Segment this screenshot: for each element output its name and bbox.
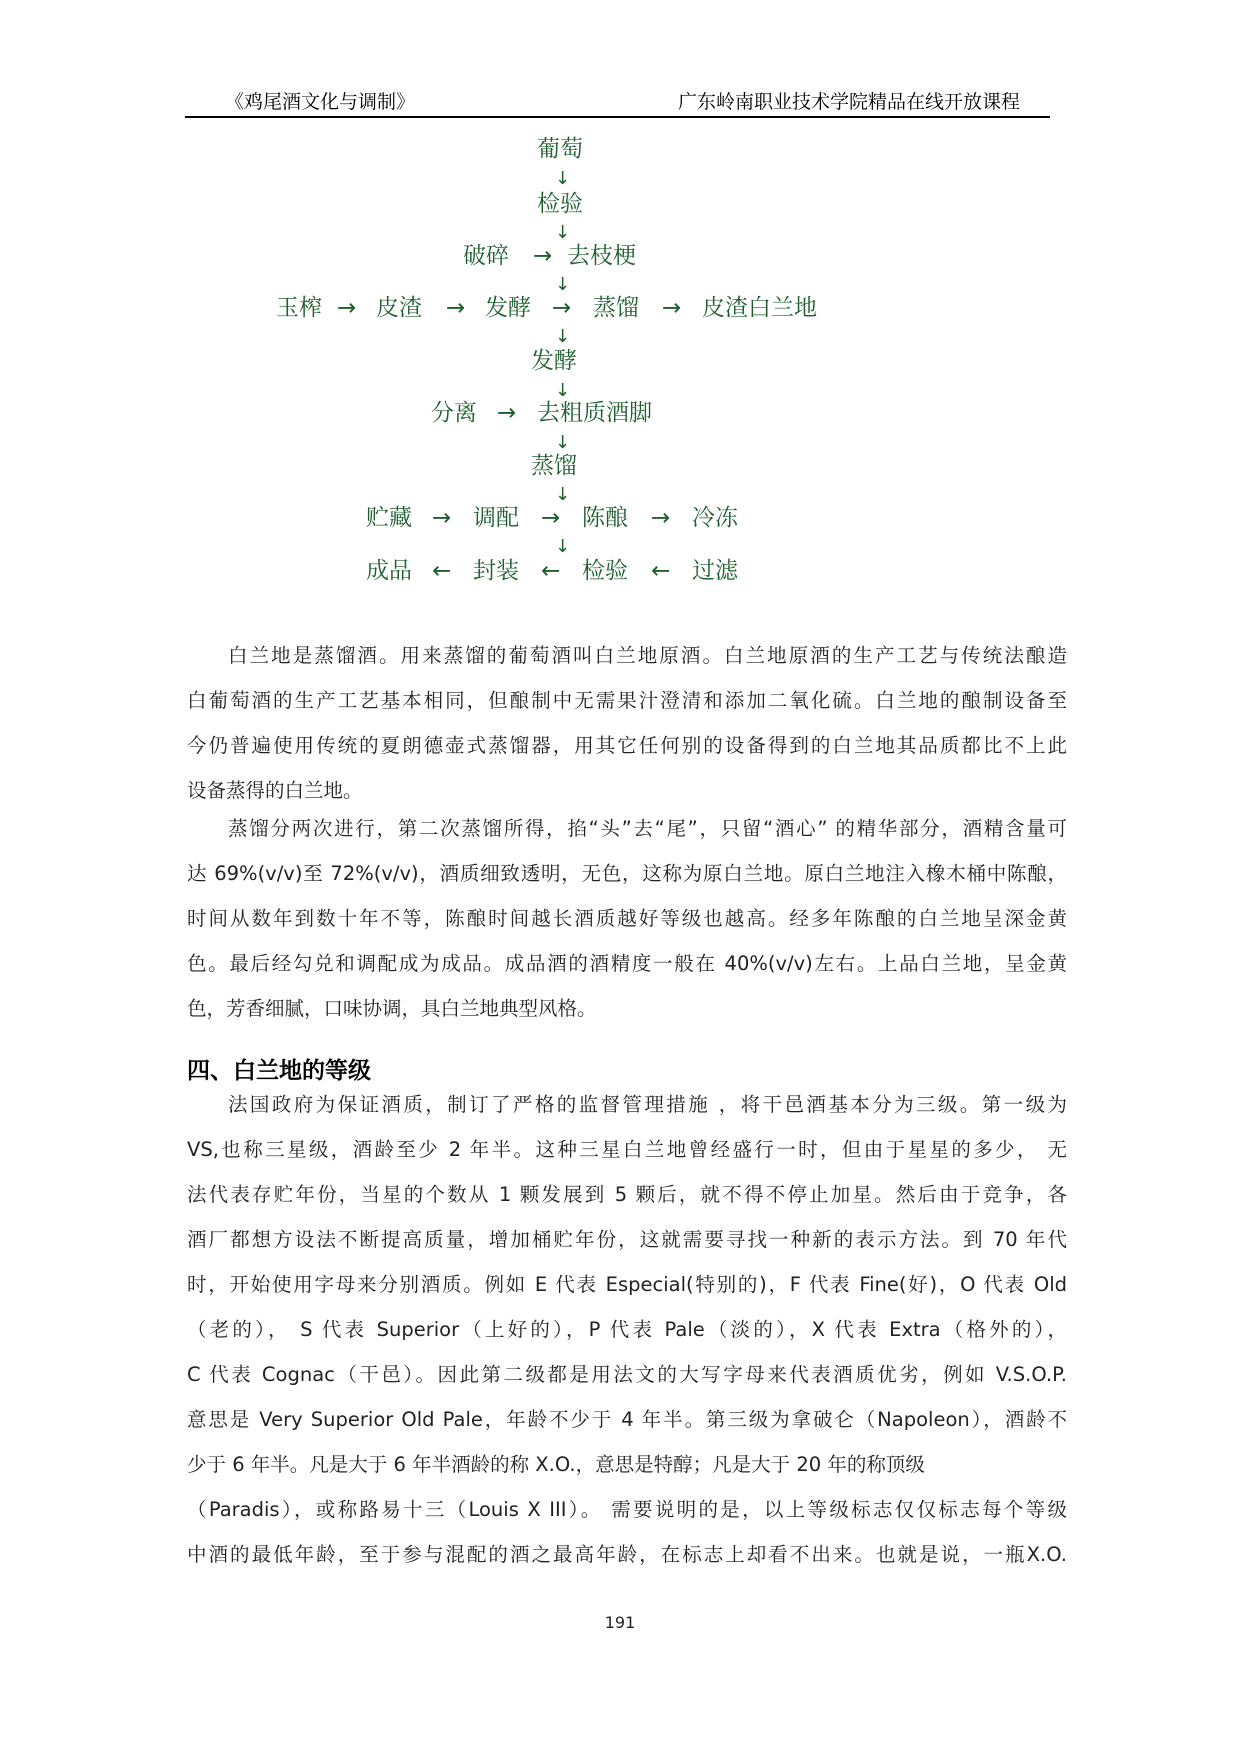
flow-node-crushing: 破碎 bbox=[463, 243, 509, 269]
text-line: 设备蒸得的白兰地。 bbox=[187, 779, 363, 802]
flow-node-freezing: 冷冻 bbox=[692, 505, 738, 531]
text-line: （老的）， S 代表 Superior（上好的），P 代表 Pale（淡的），X 代表 Extra（格外的）， bbox=[187, 1318, 1067, 1341]
flow-node-grape: 葡萄 bbox=[537, 136, 583, 162]
text-line: 法代表存贮年份，当星的个数从 1 颗发展到 5 颗后，就不得不停止加星。然后由于竞争，各 bbox=[187, 1183, 1067, 1206]
text-line: 时，开始使用字母来分别酒质。例如 E 代表 Especial(特别的)，F 代表 Fine(好)，O 代表 Old bbox=[187, 1273, 1067, 1296]
flow-node-destemming: 去枝梗 bbox=[567, 243, 636, 269]
flow-arrow-right: → bbox=[662, 295, 682, 321]
flow-node-inspection: 检验 bbox=[537, 191, 583, 217]
header-course-title: 《鸡尾酒文化与调制》 bbox=[225, 91, 416, 113]
text-line: 白兰地是蒸馏酒。用来蒸馏的葡萄酒叫白兰地原酒。白兰地原酒的生产工艺与传统法酿造 bbox=[228, 644, 1067, 667]
flow-node-distillation-2: 蒸馏 bbox=[531, 453, 577, 479]
flow-arrow-left: ← bbox=[651, 558, 671, 584]
text-line: VS,也称三星级，酒龄至少 2 年半。这种三星白兰地曾经盛行一时，但由于星星的多少， 无 bbox=[187, 1138, 1067, 1161]
flow-arrow-right: → bbox=[432, 505, 452, 531]
flow-arrow-down: ↓ bbox=[555, 168, 571, 189]
text-line: （Paradis），或称路易十三（Louis X III）。 需要说明的是，以上等级标志仅仅标志每个等级 bbox=[187, 1498, 1067, 1521]
flow-arrow-left: ← bbox=[541, 558, 561, 584]
flow-arrow-down: ↓ bbox=[555, 274, 571, 295]
flow-arrow-down: ↓ bbox=[555, 536, 571, 557]
paragraph-distillation bbox=[187, 806, 1067, 1031]
flow-arrow-right: → bbox=[497, 400, 517, 426]
text-line: 酒厂都想方设法不断提高质量，增加桶贮年份，这就需要寻找一种新的表示方法。到 70 年代 bbox=[187, 1228, 1067, 1251]
text-line: 色。最后经勾兑和调配成为成品。成品酒的酒精度一般在 40%(v/v)左右。上品白兰地，呈金黄 bbox=[187, 952, 1067, 975]
flow-arrow-down: ↓ bbox=[555, 326, 571, 347]
page-number: 191 bbox=[604, 1613, 636, 1632]
header-institution: 广东岭南职业技术学院精品在线开放课程 bbox=[677, 91, 1020, 113]
flow-arrow-right: → bbox=[446, 295, 466, 321]
flow-arrow-right: → bbox=[541, 505, 561, 531]
paragraph-brandy-intro bbox=[187, 633, 1067, 813]
text-line: 蒸馏分两次进行，第二次蒸馏所得，掐“头”去“尾”，只留“酒心” 的精华部分，酒精含量可 bbox=[228, 817, 1067, 840]
text-line: 时间从数年到数十年不等，陈酿时间越长酒质越好等级也越高。经多年陈酿的白兰地呈深金黄 bbox=[187, 907, 1067, 930]
text-line: 白葡萄酒的生产工艺基本相同，但酿制中无需果汁澄清和添加二氧化硫。白兰地的酿制设备至 bbox=[187, 689, 1067, 712]
text-line: 意思是 Very Superior Old Pale，年龄不少于 4 年半。第三级为拿破仑（Napoleon），酒龄不 bbox=[187, 1408, 1067, 1431]
flow-node-press: 玉榨 bbox=[276, 295, 322, 321]
flow-arrow-right: → bbox=[533, 243, 553, 269]
flow-node-inspection-2: 检验 bbox=[582, 558, 628, 584]
flow-node-aging: 陈酿 bbox=[582, 505, 628, 531]
flow-node-finished-product: 成品 bbox=[366, 558, 412, 584]
paragraph-brandy-grades bbox=[187, 1082, 1067, 1577]
flow-node-fermentation: 发酵 bbox=[485, 295, 531, 321]
flow-node-blending: 调配 bbox=[473, 505, 519, 531]
section-heading: 四、白兰地的等级 bbox=[187, 1058, 371, 1084]
text-line: 法国政府为保证酒质，制订了严格的监督管理措施 ，将干邑酒基本分为三级。第一级为 bbox=[228, 1093, 1067, 1116]
flow-arrow-down: ↓ bbox=[555, 484, 571, 505]
flow-node-packaging: 封装 bbox=[473, 558, 519, 584]
text-line: 达 69%(v/v)至 72%(v/v)，酒质细致透明，无色，这称为原白兰地。原白兰地注入橡木桶中陈酿， bbox=[187, 862, 1067, 885]
flow-node-distillation: 蒸馏 bbox=[593, 295, 639, 321]
text-line: C 代表 Cognac（干邑）。因此第二级都是用法文的大写字母来代表酒质优劣，例如 V.S.O.P. bbox=[187, 1363, 1067, 1386]
flow-arrow-right: → bbox=[651, 505, 671, 531]
text-line: 中酒的最低年龄，至于参与混配的酒之最高年龄，在标志上却看不出来。也就是说，一瓶X.O. bbox=[187, 1543, 1067, 1566]
flow-arrow-down: ↓ bbox=[555, 432, 571, 453]
flow-node-pomace-brandy: 皮渣白兰地 bbox=[702, 295, 817, 321]
flow-arrow-down: ↓ bbox=[555, 380, 571, 401]
flow-node-pomace: 皮渣 bbox=[376, 295, 422, 321]
flow-node-storage: 贮藏 bbox=[366, 505, 412, 531]
text-line: 少于 6 年半。凡是大于 6 年半酒龄的称 X.O.，意思是特醇；凡是大于 20 年的称顶级 bbox=[187, 1453, 925, 1476]
flow-arrow-right: → bbox=[337, 295, 357, 321]
text-line: 今仍普遍使用传统的夏朗德壶式蒸馏器，用其它任何别的设备得到的白兰地其品质都比不上此 bbox=[187, 734, 1067, 757]
flow-arrow-right: → bbox=[552, 295, 572, 321]
flow-arrow-down: ↓ bbox=[555, 222, 571, 243]
flow-node-separation: 分离 bbox=[431, 400, 477, 426]
flow-arrow-left: ← bbox=[432, 558, 452, 584]
brandy-process-flowchart bbox=[0, 0, 1240, 620]
text-line: 色，芳香细腻，口味协调，具白兰地典型风格。 bbox=[187, 997, 597, 1020]
flow-node-fermentation-2: 发酵 bbox=[531, 348, 577, 374]
flow-node-filtration: 过滤 bbox=[692, 558, 738, 584]
flow-node-remove-lees: 去粗质酒脚 bbox=[537, 400, 652, 426]
